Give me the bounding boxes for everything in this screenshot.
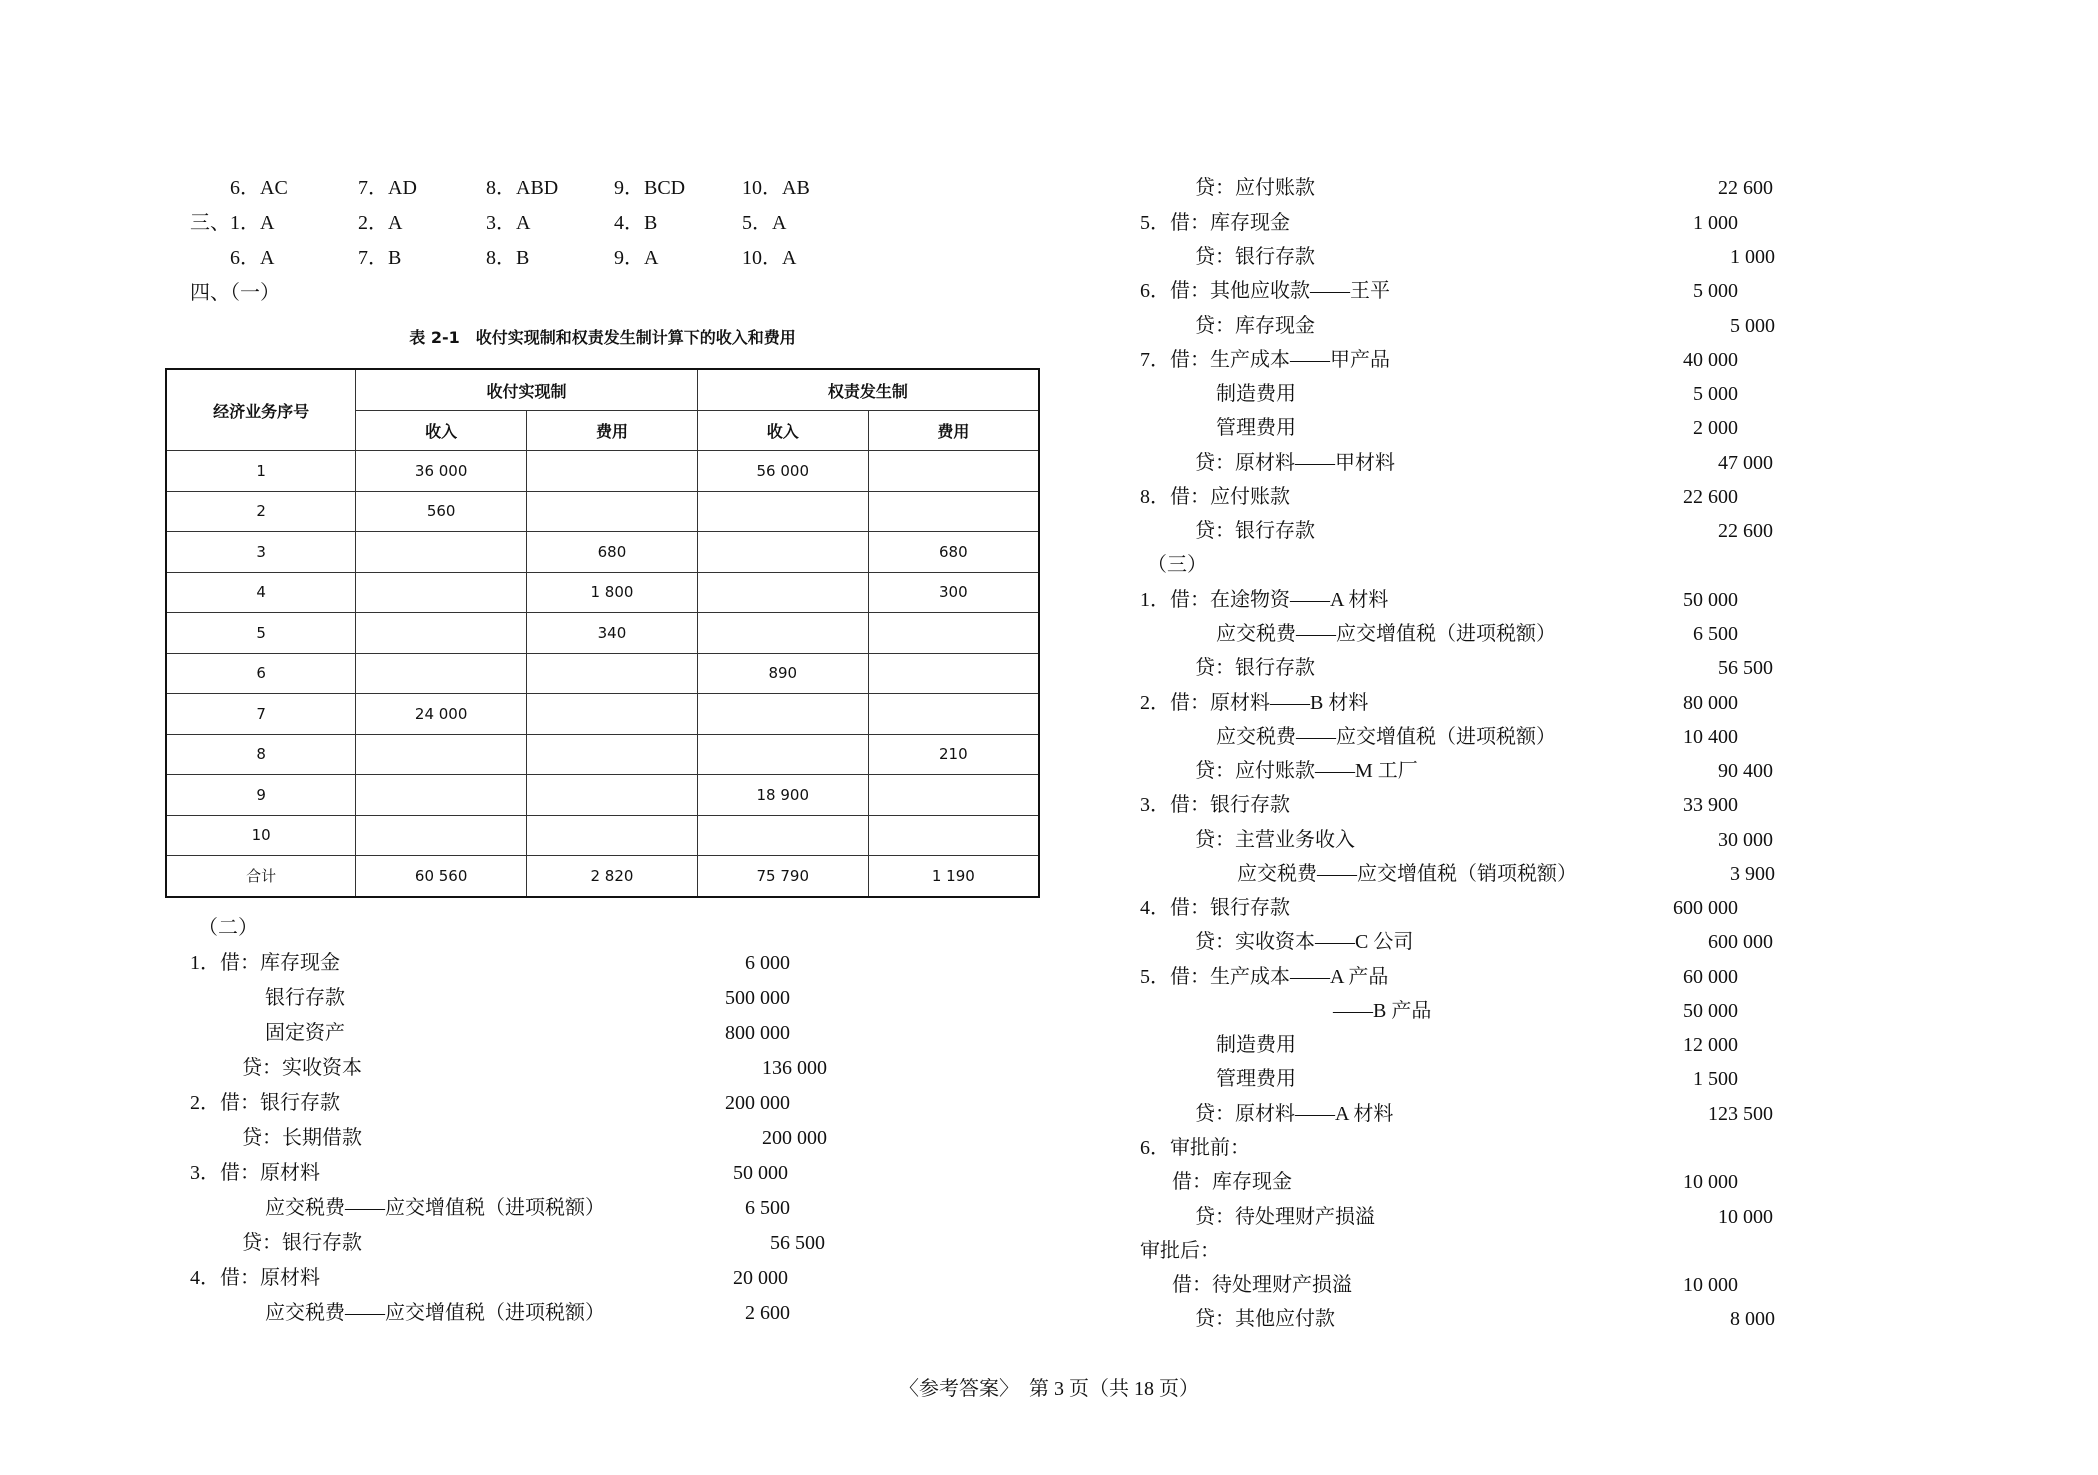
entry-text: 4．借：银行存款 <box>1140 897 1290 919</box>
tf-answer: 5．A <box>742 212 787 234</box>
tf-answer: 8．B <box>486 247 530 269</box>
table-cell <box>868 775 1039 816</box>
section-3-sub-label: （三） <box>1147 554 1207 576</box>
entry-text: 5．借：库存现金 <box>1140 212 1290 234</box>
table-cell: 56 000 <box>697 451 868 492</box>
entry-amount: 1 500 <box>1693 1068 1738 1090</box>
table-row <box>166 572 1039 613</box>
table-row <box>166 856 1039 897</box>
table-row <box>166 653 1039 694</box>
table-cell <box>527 734 698 775</box>
entry-text: 贷：原材料——A 材料 <box>1195 1103 1394 1125</box>
entry-text: 审批后： <box>1140 1240 1220 1262</box>
table-cell: 24 000 <box>356 694 527 735</box>
entry-text: 贷：银行存款 <box>242 1232 362 1254</box>
entry-text: 2．借：原材料——B 材料 <box>1140 692 1369 714</box>
section-4-label: 四、（一） <box>190 282 280 304</box>
entry-amount: 136 000 <box>762 1057 827 1079</box>
entry-text: 制造费用 <box>1216 1034 1296 1056</box>
entry-amount: 60 000 <box>1683 966 1738 988</box>
entry-amount: 10 000 <box>1683 1171 1738 1193</box>
entry-amount: 22 600 <box>1718 177 1773 199</box>
table-cell <box>356 572 527 613</box>
mc-answer: 7．AD <box>358 177 417 199</box>
table-cell <box>356 653 527 694</box>
table-cell: 1 190 <box>868 856 1039 897</box>
table-cell <box>356 815 527 856</box>
table-cell-seq: 2 <box>166 491 356 532</box>
entry-text: 应交税费——应交增值税（进项税额） <box>265 1302 605 1324</box>
entry-amount: 20 000 <box>733 1267 788 1289</box>
table-cell: 210 <box>868 734 1039 775</box>
table-cell: 18 900 <box>697 775 868 816</box>
entry-amount: 600 000 <box>1673 897 1738 919</box>
entry-amount: 22 600 <box>1718 520 1773 542</box>
entry-text: 贷：实收资本——C 公司 <box>1195 931 1414 953</box>
entry-amount: 1 000 <box>1693 212 1738 234</box>
entry-text: 借：待处理财产损溢 <box>1172 1274 1352 1296</box>
entry-amount: 12 000 <box>1683 1034 1738 1056</box>
table-subheader: 费用 <box>527 411 698 451</box>
entry-amount: 5 000 <box>1693 280 1738 302</box>
entry-amount: 200 000 <box>725 1092 790 1114</box>
table-cell <box>527 815 698 856</box>
table-cell <box>527 653 698 694</box>
entry-amount: 2 000 <box>1693 417 1738 439</box>
section-2-label: （二） <box>198 917 258 939</box>
table-cell: 890 <box>697 653 868 694</box>
entry-text: 贷：库存现金 <box>1195 315 1315 337</box>
table-cell <box>697 815 868 856</box>
table-header-seq: 经济业务序号 <box>166 369 356 451</box>
entry-amount: 8 000 <box>1730 1308 1775 1330</box>
entry-amount: 80 000 <box>1683 692 1738 714</box>
table-cell-seq: 8 <box>166 734 356 775</box>
entry-amount: 200 000 <box>762 1127 827 1149</box>
table-row <box>166 532 1039 573</box>
mc-answer: 8．ABD <box>486 177 559 199</box>
page-footer: 〈参考答案〉 第 3 页（共 18 页） <box>899 1378 1199 1400</box>
entry-text: 贷：应付账款 <box>1195 177 1315 199</box>
tf-answer: 6．A <box>230 247 275 269</box>
entry-text: 贷：应付账款——M 工厂 <box>1195 760 1418 782</box>
income-expense-table <box>165 368 1040 898</box>
entry-amount: 56 500 <box>770 1232 825 1254</box>
table-cell-seq: 6 <box>166 653 356 694</box>
entry-amount: 600 000 <box>1708 931 1773 953</box>
entry-text: 3．借：原材料 <box>190 1162 320 1184</box>
entry-text: 固定资产 <box>265 1022 345 1044</box>
table-cell: 1 800 <box>527 572 698 613</box>
entry-amount: 1 000 <box>1730 246 1775 268</box>
table-cell <box>527 491 698 532</box>
table-row <box>166 613 1039 654</box>
entry-text: 6．审批前： <box>1140 1137 1250 1159</box>
mc-answer: 10．AB <box>742 177 810 199</box>
entry-text: 管理费用 <box>1216 417 1296 439</box>
table-cell <box>697 532 868 573</box>
table-cell-seq: 9 <box>166 775 356 816</box>
table-cell-seq: 4 <box>166 572 356 613</box>
table-row <box>166 815 1039 856</box>
table-cell <box>356 613 527 654</box>
entry-text: 7．借：生产成本——甲产品 <box>1140 349 1390 371</box>
entry-amount: 33 900 <box>1683 794 1738 816</box>
entry-text: 管理费用 <box>1216 1068 1296 1090</box>
table-cell <box>356 775 527 816</box>
tf-answer: 10．A <box>742 247 797 269</box>
entry-amount: 500 000 <box>725 987 790 1009</box>
table-cell-seq: 1 <box>166 451 356 492</box>
entry-text: 贷：银行存款 <box>1195 246 1315 268</box>
entry-text: 贷：待处理财产损溢 <box>1195 1206 1375 1228</box>
mc-answer: 6．AC <box>230 177 288 199</box>
entry-amount: 800 000 <box>725 1022 790 1044</box>
table-cell: 60 560 <box>356 856 527 897</box>
entry-amount: 123 500 <box>1708 1103 1773 1125</box>
table-caption: 表 2-1 收付实现制和权责发生制计算下的收入和费用 <box>409 328 796 347</box>
table-cell: 36 000 <box>356 451 527 492</box>
section-3-label: 三、 <box>190 212 230 234</box>
entry-text: 应交税费——应交增值税（销项税额） <box>1237 863 1577 885</box>
table-cell: 560 <box>356 491 527 532</box>
table-row <box>166 775 1039 816</box>
table-header-accrual-basis: 权责发生制 <box>697 369 1039 411</box>
entry-text: 银行存款 <box>265 987 345 1009</box>
tf-answer: 3．A <box>486 212 531 234</box>
table-cell <box>697 613 868 654</box>
tf-answer: 9．A <box>614 247 659 269</box>
table-cell <box>868 694 1039 735</box>
table-cell <box>868 451 1039 492</box>
entry-amount: 6 500 <box>1693 623 1738 645</box>
entry-amount: 50 000 <box>1683 589 1738 611</box>
entry-amount: 10 000 <box>1718 1206 1773 1228</box>
table-cell <box>868 491 1039 532</box>
table-cell: 340 <box>527 613 698 654</box>
table-cell <box>697 491 868 532</box>
entry-text: 2．借：银行存款 <box>190 1092 340 1114</box>
table-cell: 2 820 <box>527 856 698 897</box>
table-cell <box>868 653 1039 694</box>
entry-text: 应交税费——应交增值税（进项税额） <box>1216 726 1556 748</box>
entry-text: 4．借：原材料 <box>190 1267 320 1289</box>
entry-amount: 2 600 <box>745 1302 790 1324</box>
entry-amount: 6 000 <box>745 952 790 974</box>
table-row <box>166 694 1039 735</box>
tf-answer: 4．B <box>614 212 658 234</box>
table-cell: 680 <box>868 532 1039 573</box>
table-subheader: 收入 <box>697 411 868 451</box>
entry-text: 5．借：生产成本——A 产品 <box>1140 966 1389 988</box>
entry-text: 应交税费——应交增值税（进项税额） <box>1216 623 1556 645</box>
entry-text: 贷：银行存款 <box>1195 657 1315 679</box>
tf-answer: 2．A <box>358 212 403 234</box>
entry-text: 应交税费——应交增值税（进项税额） <box>265 1197 605 1219</box>
entry-amount: 5 000 <box>1693 383 1738 405</box>
entry-text: 贷：主营业务收入 <box>1195 829 1355 851</box>
table-cell <box>356 532 527 573</box>
entry-text: 贷：原材料——甲材料 <box>1195 452 1395 474</box>
entry-amount: 10 400 <box>1683 726 1738 748</box>
entry-text: 贷：长期借款 <box>242 1127 362 1149</box>
entry-text: 3．借：银行存款 <box>1140 794 1290 816</box>
table-row <box>166 734 1039 775</box>
entry-text: 6．借：其他应收款——王平 <box>1140 280 1390 302</box>
entry-amount: 22 600 <box>1683 486 1738 508</box>
entry-amount: 90 400 <box>1718 760 1773 782</box>
tf-answer: 1．A <box>230 212 275 234</box>
entry-amount: 5 000 <box>1730 315 1775 337</box>
table-cell <box>868 815 1039 856</box>
table-cell <box>527 694 698 735</box>
table-cell <box>868 613 1039 654</box>
entry-text: 贷：实收资本 <box>242 1057 362 1079</box>
entry-amount: 6 500 <box>745 1197 790 1219</box>
table-cell-seq: 7 <box>166 694 356 735</box>
table-cell-seq: 3 <box>166 532 356 573</box>
table-cell: 680 <box>527 532 698 573</box>
table-cell-seq: 10 <box>166 815 356 856</box>
tf-answer: 7．B <box>358 247 402 269</box>
table-cell: 300 <box>868 572 1039 613</box>
entry-amount: 30 000 <box>1718 829 1773 851</box>
table-cell <box>697 694 868 735</box>
table-subheader: 费用 <box>868 411 1039 451</box>
entry-text: 贷：银行存款 <box>1195 520 1315 542</box>
entry-amount: 47 000 <box>1718 452 1773 474</box>
entry-amount: 56 500 <box>1718 657 1773 679</box>
entry-amount: 3 900 <box>1730 863 1775 885</box>
entry-amount: 10 000 <box>1683 1274 1738 1296</box>
entry-amount: 40 000 <box>1683 349 1738 371</box>
table-cell <box>527 451 698 492</box>
table-cell <box>697 572 868 613</box>
entry-text: 借：库存现金 <box>1172 1171 1292 1193</box>
table-header-cash-basis: 收付实现制 <box>356 369 698 411</box>
entry-amount: 50 000 <box>733 1162 788 1184</box>
table-cell-seq: 5 <box>166 613 356 654</box>
entry-text: 1．借：库存现金 <box>190 952 340 974</box>
table-cell-seq: 合计 <box>166 856 356 897</box>
entry-text: 贷：其他应付款 <box>1195 1308 1335 1330</box>
entry-amount: 50 000 <box>1683 1000 1738 1022</box>
table-row <box>166 451 1039 492</box>
entry-text: 制造费用 <box>1216 383 1296 405</box>
entry-text: 1．借：在途物资——A 材料 <box>1140 589 1389 611</box>
mc-answer: 9．BCD <box>614 177 686 199</box>
table-row <box>166 491 1039 532</box>
table-cell <box>697 734 868 775</box>
entry-text: ——B 产品 <box>1333 1000 1432 1022</box>
table-cell <box>356 734 527 775</box>
table-cell: 75 790 <box>697 856 868 897</box>
table-subheader: 收入 <box>356 411 527 451</box>
entry-text: 8．借：应付账款 <box>1140 486 1290 508</box>
table-cell <box>527 775 698 816</box>
